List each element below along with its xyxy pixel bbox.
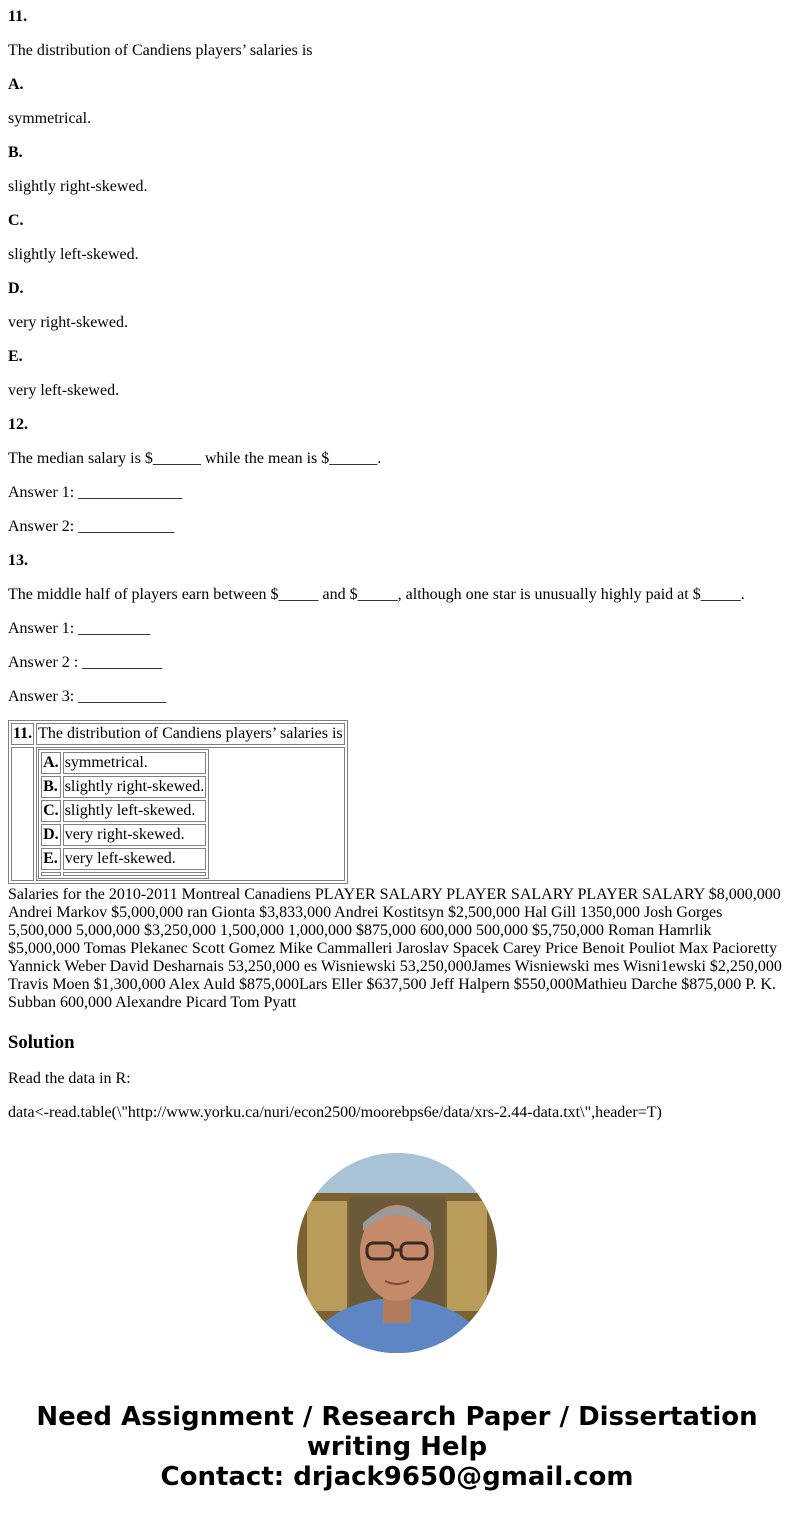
option-e-letter: E.	[8, 348, 23, 365]
salaries-paragraph: Salaries for the 2010-2011 Montreal Canadiens PLAYER SALARY PLAYER SALARY PLAYER SALARY $8,000,000 Andrei Markov $5,000,000 ran Gionta $3,833,000 Andrei Kostitsyn $2,500,000 Hal Gill 1350,000 Josh Gorges 5,500,000 5,000,000 $3,250,000 1,500,000 1,000,000 $875,000 600,000 500,000 $5,750,000 Roman Hamrlik $5,000,000 Tomas Plekanec Scott Gomez Mike Cammalleri Jaroslav Spacek Carey Price Benoit Pouliot Max Pacioretty Yannick Weber David Desharnais 53,250,000 es Wisniewski 53,250,000James Wisniewski mes Wisni1ewski $2,250,000 Travis Moen $1,300,000 Alex Auld $875,000Lars Eller $637,500 Jeff Halpern $550,000Mathieu Darche $875,000 P. K. Subban 600,000 Alexandre Picard Tom Pyatt	[8, 886, 782, 1011]
question-12-answer-1: Answer 1: _____________	[8, 484, 183, 501]
question-13-answer-3: Answer 3: ___________	[8, 688, 167, 705]
author-photo	[297, 1153, 497, 1353]
question-11-text: The distribution of Candiens players’ salaries is	[8, 42, 313, 59]
banner-line-1: Need Assignment / Research Paper / Dissertation	[36, 1402, 758, 1432]
option-a-letter: A.	[8, 76, 24, 93]
document-body	[8, 0, 786, 1122]
option-c-text: slightly left-skewed.	[8, 246, 139, 263]
question-13-text: The middle half of players earn between $_____ and $_____, although one star is unusually highly paid at $_____.	[8, 586, 745, 603]
option-b-letter: B.	[8, 144, 23, 161]
solution-heading: Solution	[8, 1032, 75, 1053]
table-spacer-cell	[41, 872, 61, 876]
option-d-text: very right-skewed.	[8, 314, 128, 331]
question-11-number: 11.	[8, 8, 28, 25]
question-12-answer-2: Answer 2: ____________	[8, 518, 175, 535]
table-options-cell	[36, 747, 345, 881]
option-d-letter: D.	[8, 280, 24, 297]
solution-code: data<-read.table(\"http://www.yorku.ca/nuri/econ2500/moorebps6e/data/xrs-2.44-data.txt\",header=T)	[8, 1104, 662, 1121]
option-a-text: symmetrical.	[8, 110, 92, 127]
options-table	[38, 749, 209, 879]
table-empty-cell	[11, 747, 34, 881]
author-photo-illustration	[297, 1153, 497, 1353]
table-question-number: 11.	[11, 723, 34, 745]
question-12-number: 12.	[8, 416, 28, 433]
banner-line-2: writing Help	[306, 1432, 488, 1462]
option-b-text: slightly right-skewed.	[8, 178, 148, 195]
option-c-letter: C.	[8, 212, 24, 229]
table-option-e-letter: E.	[41, 848, 61, 870]
question-13-answer-2: Answer 2 : __________	[8, 654, 163, 671]
solution-intro: Read the data in R:	[8, 1070, 131, 1087]
question-11-table	[8, 720, 348, 884]
question-13-answer-1: Answer 1: _________	[8, 620, 151, 637]
table-spacer-cell	[63, 872, 207, 876]
banner-contact: Contact: drjack9650@gmail.com	[160, 1462, 634, 1492]
table-option-b-letter: B.	[41, 776, 61, 798]
table-option-b-text: slightly right-skewed.	[63, 776, 207, 798]
promo-banner	[0, 1402, 794, 1492]
question-12-text: The median salary is $______ while the mean is $______.	[8, 450, 382, 467]
table-option-a-text: symmetrical.	[63, 752, 207, 774]
table-option-e-text: very left-skewed.	[63, 848, 207, 870]
table-option-a-letter: A.	[41, 752, 61, 774]
table-option-d-text: very right-skewed.	[63, 824, 207, 846]
table-question-text: The distribution of Candiens players’ salaries is	[36, 723, 345, 745]
question-13-number: 13.	[8, 552, 28, 569]
table-option-c-text: slightly left-skewed.	[63, 800, 207, 822]
table-option-c-letter: C.	[41, 800, 61, 822]
table-option-d-letter: D.	[41, 824, 61, 846]
option-e-text: very left-skewed.	[8, 382, 120, 399]
